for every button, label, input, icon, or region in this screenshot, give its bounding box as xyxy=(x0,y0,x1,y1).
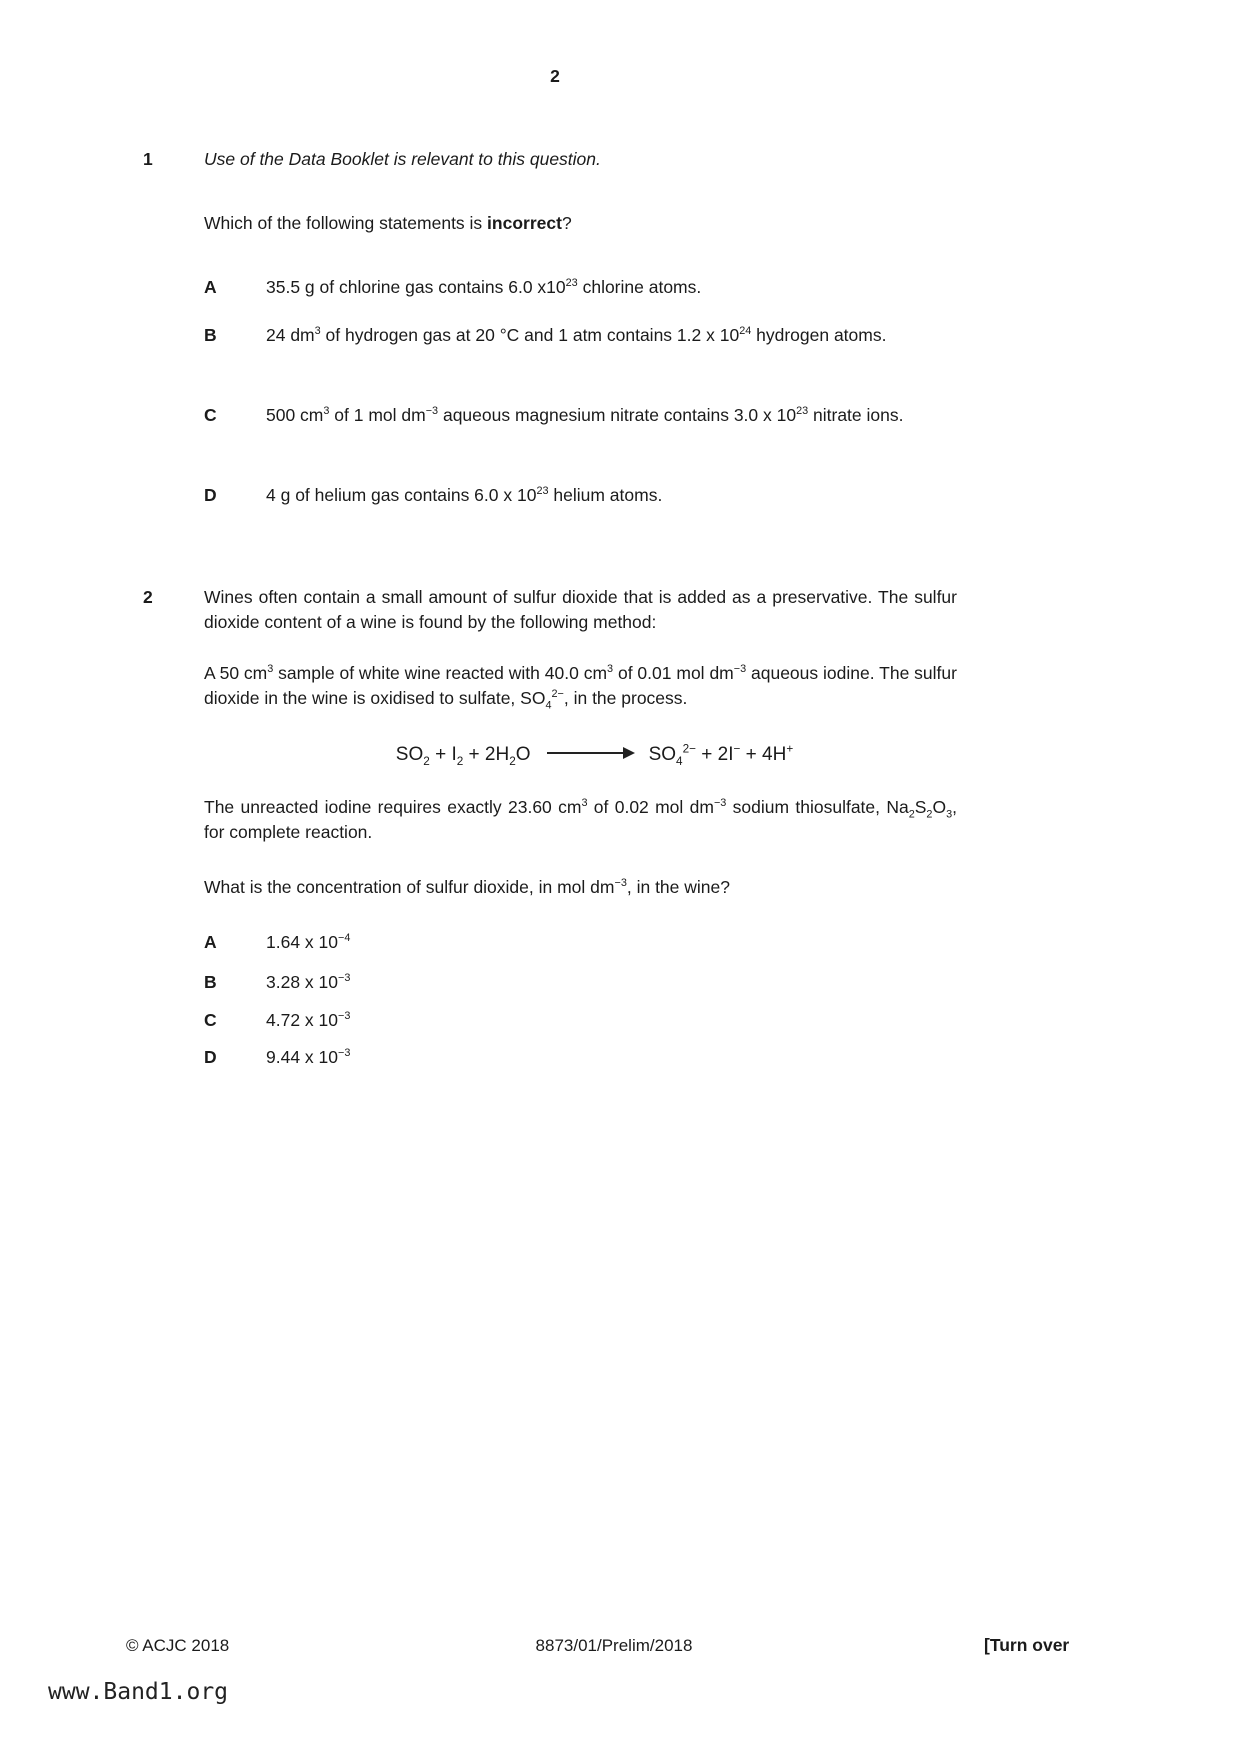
reaction-arrow-icon xyxy=(547,752,633,754)
question-2-stem: What is the concentration of sulfur dioxide, in mol $dm^{-3}$, in the wine? xyxy=(204,877,730,897)
question-1-stem: Which of the following statements is incorrect? xyxy=(204,213,572,233)
question-2-option-a xyxy=(204,930,957,955)
question-2-option-c xyxy=(204,1008,957,1033)
equation-lhs: $SO_2 + I_2 + 2H_2O$ xyxy=(395,744,531,768)
question-1-option-c xyxy=(204,403,957,428)
option-text: 24 $dm^3$ of hydrogen gas at 20 °C and 1 atm contains 1.2 x $10^{24}$ hydrogen atoms. xyxy=(266,325,887,345)
question-2-intro: Wines often contain a small amount of sulfur dioxide that is added as a preservative. The sulfur dioxide content of a wine is found by the following method: xyxy=(204,587,957,632)
option-label: C xyxy=(204,405,217,425)
footer-paper-code: 8873/01/Prelim/2018 xyxy=(535,1636,693,1655)
footer-turn-over: [Turn over xyxy=(984,1635,1070,1655)
option-text: 1.64 x $10^{-4}$ xyxy=(266,932,351,952)
watermark-url: www.Band1.org xyxy=(48,1679,229,1705)
question-1-number: 1 xyxy=(143,149,153,169)
option-text: 3.28 x $10^{-3}$ xyxy=(266,972,351,992)
option-text: 4 g of helium gas contains 6.0 x $10^{23}$ helium atoms. xyxy=(266,485,663,505)
option-text: 4.72 x $10^{-3}$ xyxy=(266,1010,351,1030)
chemical-equation xyxy=(204,742,957,767)
option-text: 35.5 g of chlorine gas contains 6.0 $x10^{23}$ chlorine atoms. xyxy=(266,277,702,297)
question-2-option-b xyxy=(204,970,957,995)
option-label: B xyxy=(204,325,217,345)
option-label: B xyxy=(204,972,217,992)
equation-rhs: $SO_4^{2-} + 2I^- + 4H^+$ xyxy=(648,742,794,768)
question-1-preamble-row xyxy=(143,147,957,172)
option-label: C xyxy=(204,1010,217,1030)
option-text: 9.44 x $10^{-3}$ xyxy=(266,1047,351,1067)
question-2-paragraph-1: A 50 $cm^3$ sample of white wine reacted with 40.0 $cm^3$ of 0.01 mol $dm^{-3}$ aqueous iodine. The sulfur dioxide in the wine is oxidised to sulfate, $SO_4^{2-}$, in the process. xyxy=(204,663,957,712)
option-label: D xyxy=(204,1047,217,1067)
question-2-number: 2 xyxy=(143,587,153,607)
option-label: A xyxy=(204,932,217,952)
page-number: 2 xyxy=(550,66,560,86)
option-text: 500 $cm^3$ of 1 mol $dm^{-3}$ aqueous magnesium nitrate contains 3.0 x $10^{23}$ nitrate ions. xyxy=(266,405,904,425)
question-1-option-b xyxy=(204,323,957,348)
question-2-option-d xyxy=(204,1045,957,1070)
question-1-option-a xyxy=(204,275,957,300)
question-2-intro-row xyxy=(143,585,957,635)
question-1-preamble: Use of the Data Booklet is relevant to this question. xyxy=(204,149,601,169)
footer-copyright: © ACJC 2018 xyxy=(126,1636,230,1655)
question-1-option-d xyxy=(204,483,957,508)
option-label: A xyxy=(204,277,217,297)
option-label: D xyxy=(204,485,217,505)
question-2-paragraph-2: The unreacted iodine requires exactly 23.60 $cm^3$ of 0.02 mol $dm^{-3}$ sodium thiosulfate, $Na_2S_2O_3$, for complete reaction. xyxy=(204,797,957,842)
